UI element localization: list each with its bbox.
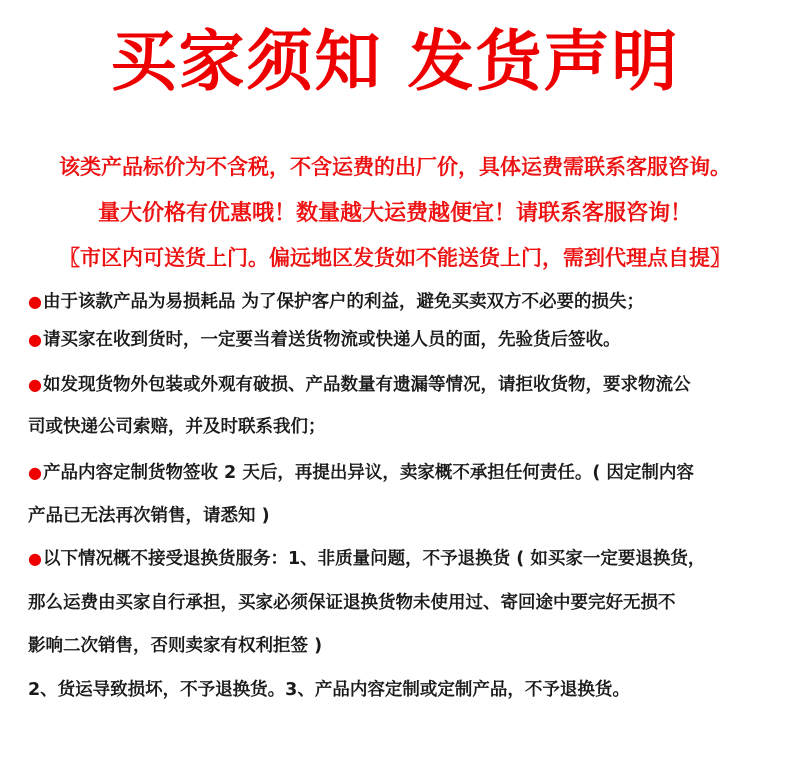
- notice-return-policy-items: 2、货运导致损坏，不予退换货。3、产品内容定制或定制产品，不予退换货。: [28, 680, 630, 700]
- notice-text: 请买家在收到货时，一定要当着送货物流或快递人员的面，先验货后签收。: [42, 330, 621, 350]
- notice-fragile-goods: [28, 288, 778, 316]
- notice-return-policy-cont-2: 影响二次销售，否则卖家有权利拒签 ): [28, 636, 323, 656]
- price-notice: 该类产品标价为不含税，不含运费的出厂价，具体运费需联系客服咨询。: [59, 155, 731, 179]
- delivery-notice: 〖市区内可送货上门。偏远地区发货如不能送货上门，需到代理点自提〗: [59, 246, 731, 270]
- notice-custom-goods: [28, 459, 778, 487]
- bullet-icon: ●: [28, 292, 42, 311]
- notice-inspect-on-receipt: [28, 326, 778, 354]
- bullet-icon: ●: [28, 549, 42, 568]
- notice-damage-claim-cont: 司或快递公司索赔，并及时联系我们；: [28, 417, 326, 437]
- notice-text: 产品内容定制货物签收 2 天后，再提出异议，卖家概不承担任何责任。( 因定制内容: [42, 463, 694, 483]
- notice-text: 由于该款产品为易损耗品 为了保护客户的利益，避免买卖双方不必要的损失；: [42, 292, 645, 312]
- notice-return-policy-cont-1: 那么运费由买家自行承担，买家必须保证退换货物未使用过、寄回途中要完好无损不: [28, 593, 676, 613]
- notice-text: 如发现货物外包装或外观有破损、产品数量有遗漏等情况，请拒收货物，要求物流公: [42, 375, 691, 395]
- notice-custom-goods-cont: 产品已无法再次销售，请悉知 ): [28, 506, 270, 526]
- page-title: 买家须知 发货声明: [110, 23, 680, 100]
- notice-return-policy: [28, 545, 778, 573]
- bullet-icon: ●: [28, 463, 42, 482]
- bullet-icon: ●: [28, 375, 42, 394]
- notice-damage-claim: [28, 371, 778, 399]
- bullet-icon: ●: [28, 330, 42, 349]
- discount-notice: 量大价格有优惠哦！数量越大运费越便宜！请联系客服咨询！: [97, 201, 692, 226]
- notice-text: 以下情况概不接受退换货服务：1、非质量问题，不予退换货 ( 如买家一定要退换货，: [42, 549, 706, 569]
